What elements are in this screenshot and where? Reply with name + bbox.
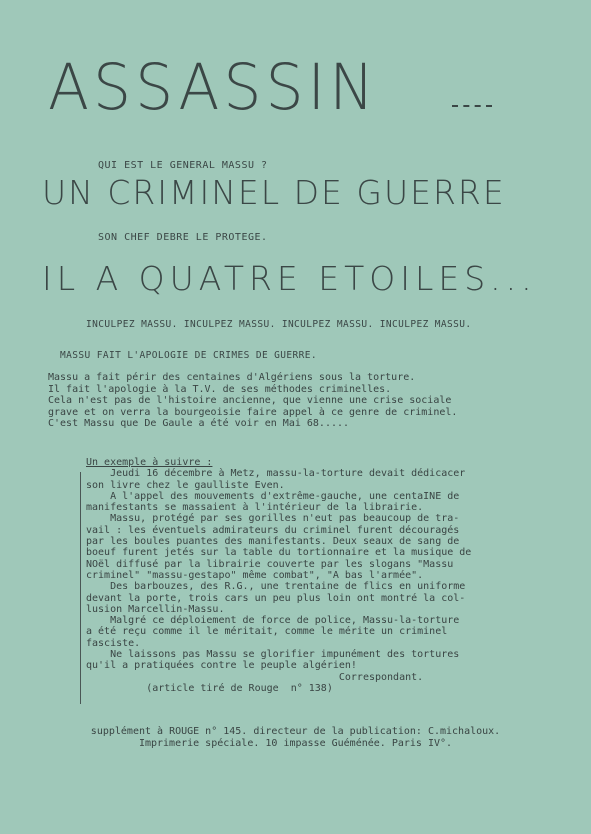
question-debre: SON CHEF DEBRE LE PROTEGE. bbox=[98, 232, 268, 243]
article-line: manifestants se massaient à l'intérieur de la librairie. bbox=[86, 502, 424, 514]
footer-publisher-line: supplément à ROUGE n° 145. directeur de la publication: C.michaloux. bbox=[90, 726, 501, 737]
footer-printer-line: Imprimerie spéciale. 10 impasse Guéménée. Paris IV°. bbox=[138, 738, 453, 749]
headline-criminel: UN CRIMINEL DE GUERRE bbox=[42, 173, 506, 212]
article-line: a été reçu comme il le méritait, comme le mérite un criminel bbox=[86, 626, 448, 638]
article-line: Jeudi 16 décembre à Metz, massu-la-torture devait dédicacer bbox=[86, 468, 466, 480]
article-signature: Correspondant. bbox=[86, 671, 424, 683]
article-margin-rule bbox=[80, 472, 81, 704]
title-dash-decoration bbox=[452, 105, 492, 107]
article-line: par les boules puantes des manifestants. Deux seaux de sang de bbox=[86, 536, 460, 548]
article-line: Malgré ce déploiement de force de police, Massu-la-torture bbox=[86, 615, 460, 627]
paragraph-line: C'est Massu que De Gaule a été voir en Mai 68..... bbox=[48, 418, 350, 430]
article-line: A l'appel des mouvements d'extrême-gauche, une centaINE de bbox=[86, 490, 460, 502]
headline-etoiles: IL A QUATRE ETOILES... bbox=[42, 259, 537, 298]
article-line: Massu, protégé par ses gorilles n'eut pas beaucoup de tra- bbox=[86, 513, 460, 525]
article-line: lusion Marcellin-Massu. bbox=[86, 603, 225, 615]
article-line: qu'il a pratiquées contre le peuple algérien! bbox=[86, 660, 357, 672]
article-line: vail : les éventuels admirateurs du criminel furent découragés bbox=[86, 524, 460, 536]
subheading-apologie: MASSU FAIT L'APOLOGIE DE CRIMES DE GUERRE. bbox=[60, 350, 318, 361]
paragraph-line: Il fait l'apologie à la T.V. de ses méthodes criminelles. bbox=[48, 383, 392, 395]
article-line: Ne laissons pas Massu se glorifier impunément des tortures bbox=[86, 649, 460, 661]
paragraph-line: Massu a fait périr des centaines d'Algériens sous la torture. bbox=[48, 372, 416, 383]
article-line: devant la porte, trois cars un peu plus loin ont montré la col- bbox=[86, 592, 466, 604]
paragraph-line: grave et on verra la bourgeoisie faire appel à ce genre de criminel. bbox=[48, 406, 458, 418]
article-heading: Un exemple à suivre : bbox=[86, 457, 213, 468]
article-line: Des barbouzes, des R.G., une trentaine de flics en uniforme bbox=[86, 581, 466, 593]
page-title: ASSASSIN bbox=[48, 51, 379, 125]
article-line: criminel" "massu-gestapo" même combat", "A bas l'armée". bbox=[86, 569, 424, 581]
publication-footer bbox=[0, 726, 591, 750]
question-massu: QUI EST LE GENERAL MASSU ? bbox=[98, 160, 268, 171]
article-line: boeuf furent jetés sur la table du tortionnaire et la musique de bbox=[86, 547, 472, 559]
intro-paragraph bbox=[48, 372, 558, 430]
paragraph-line: Cela n'est pas de l'histoire ancienne, que vienne une crise sociale bbox=[48, 395, 452, 407]
article-box bbox=[86, 457, 544, 694]
slogan-inculpez: INCULPEZ MASSU. INCULPEZ MASSU. INCULPEZ MASSU. INCULPEZ MASSU. bbox=[86, 319, 472, 330]
article-line: son livre chez le gaulliste Even. bbox=[86, 479, 285, 491]
article-source: (article tiré de Rouge n° 138) bbox=[86, 682, 333, 694]
article-line: NOël diffusé par la librairie couverte par les slogans "Massu bbox=[86, 558, 454, 570]
article-line: fasciste. bbox=[86, 637, 141, 649]
